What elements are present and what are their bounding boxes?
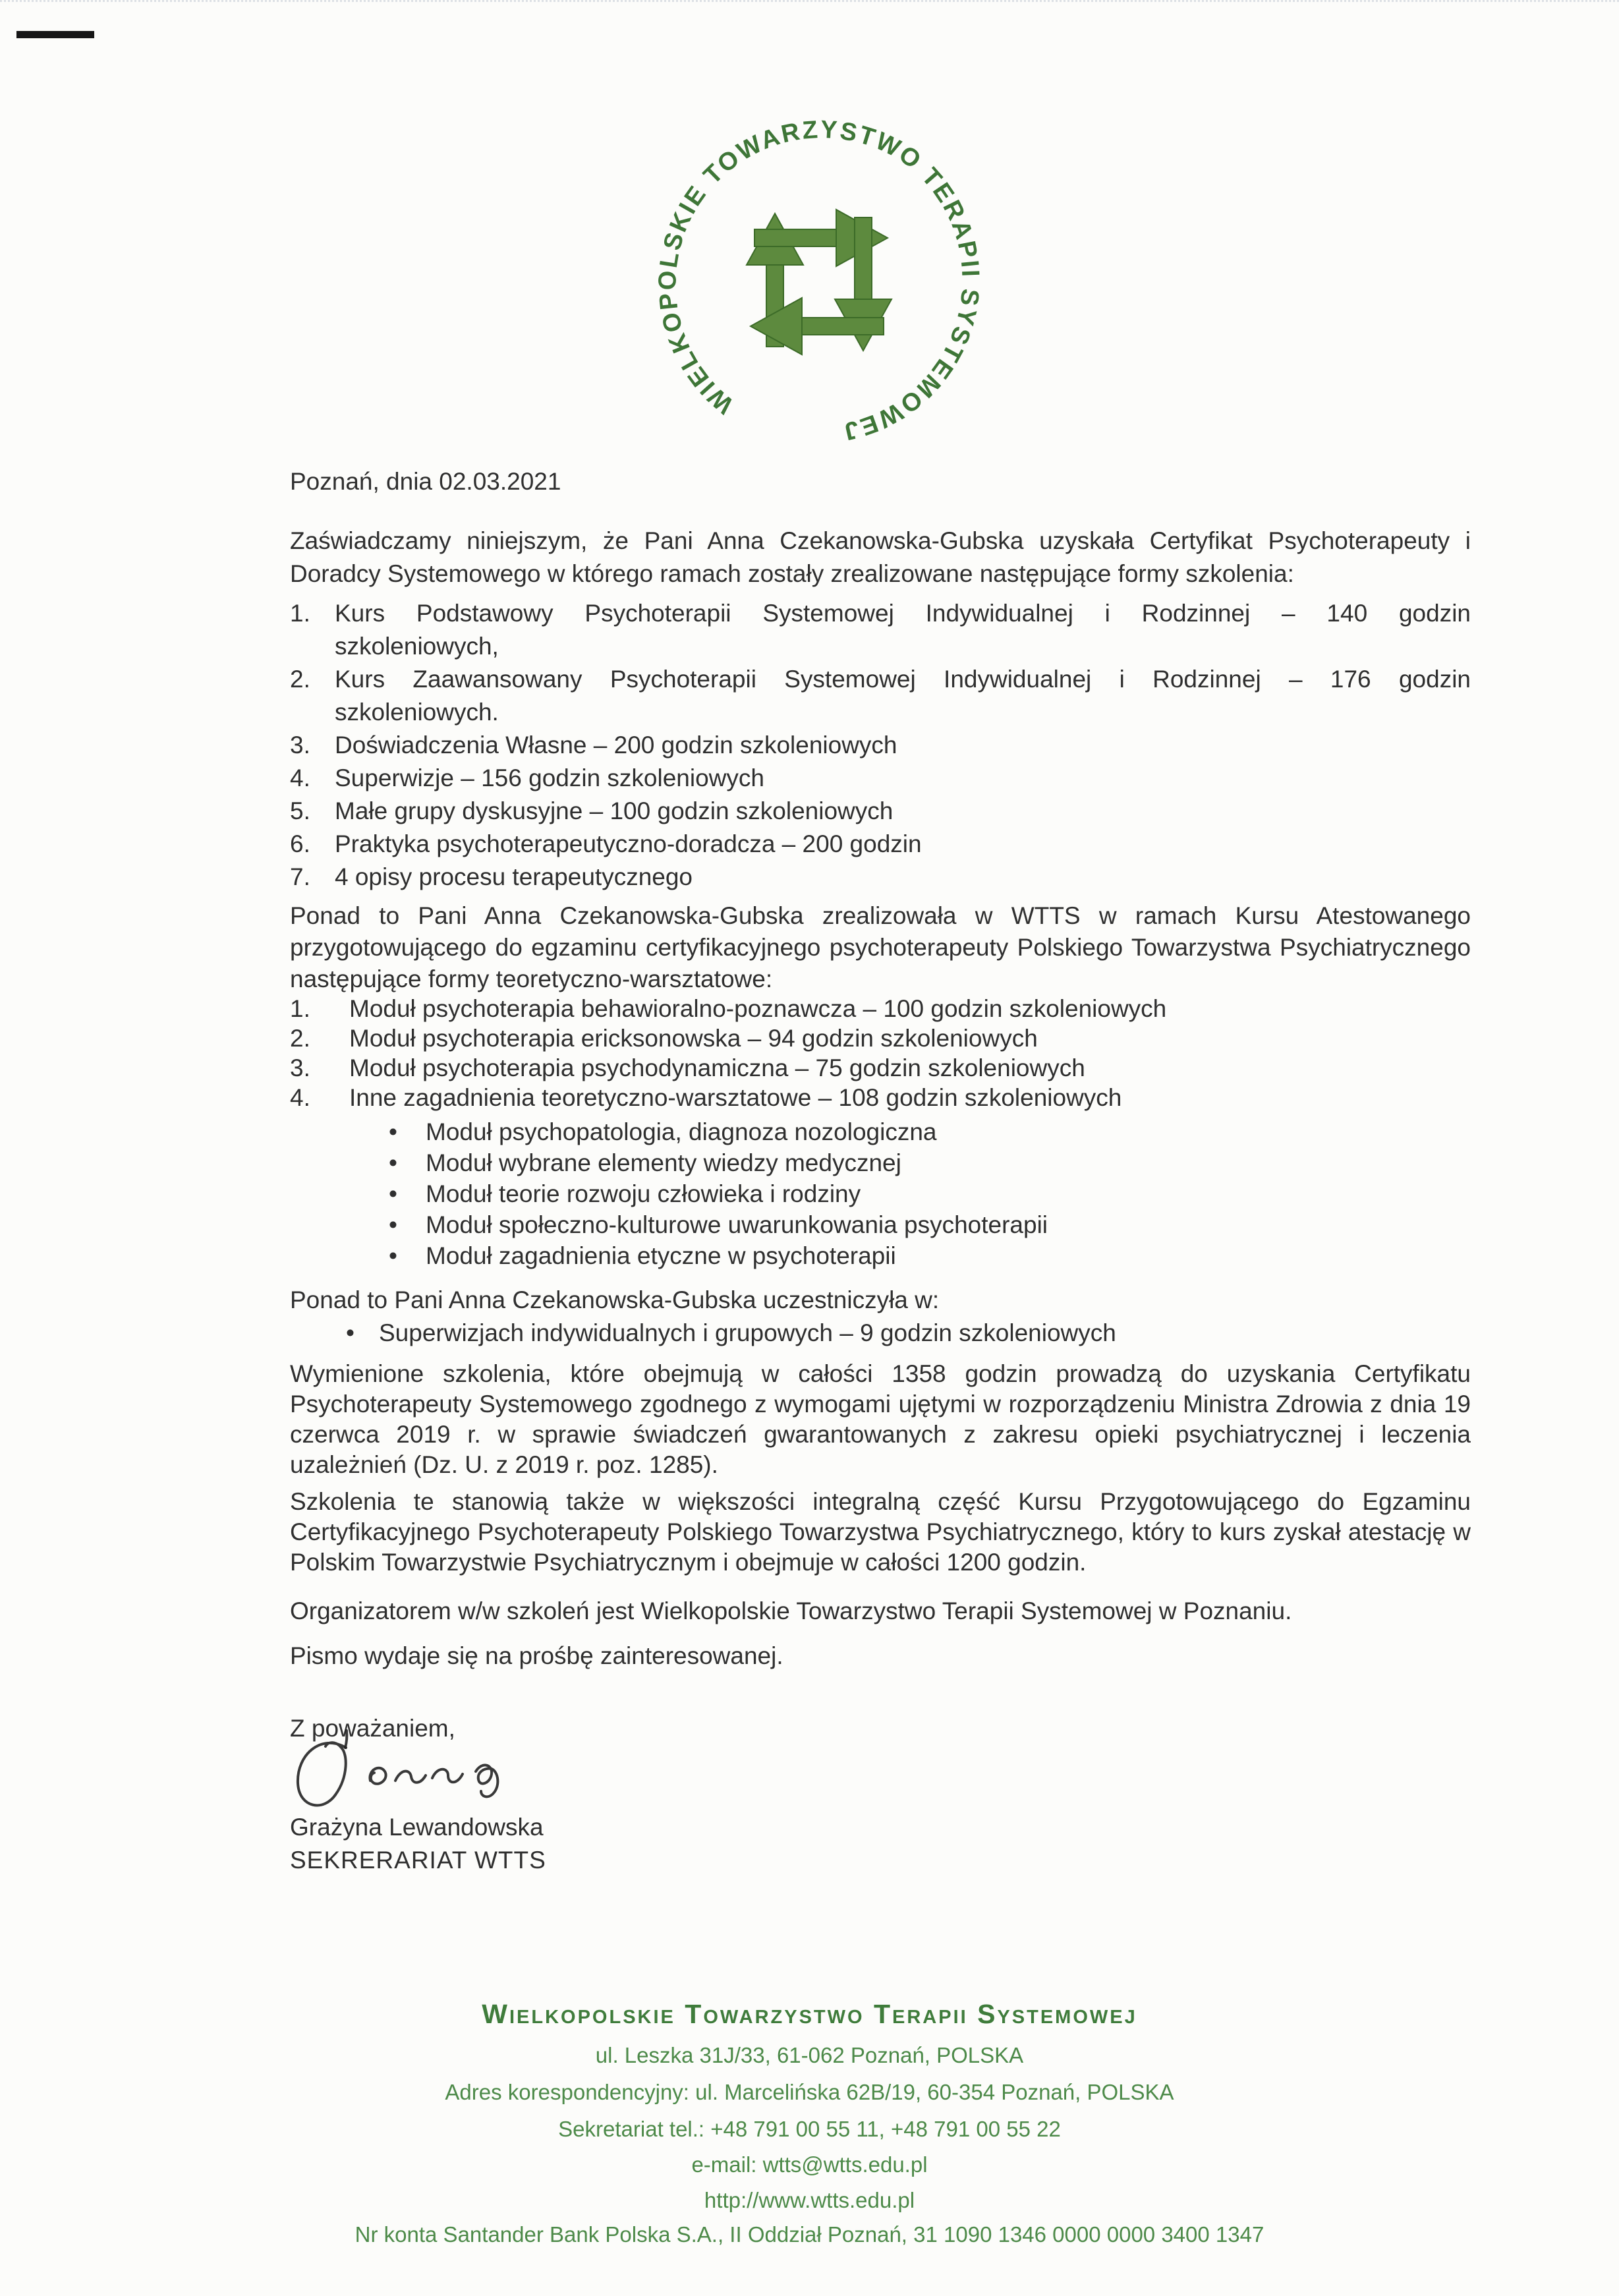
summary-paragraph-1: Wymienione szkolenia, które obejmują w całości 1358 godzin prowadzą do uzyskania Certyfikatu Psychoterapeuty Systemowego zgodnego z wymogami ujętymi w rozporządzeniu Ministra Zdrowia z dnia 19 czerwca 2019 r. w sprawie świadczeń gwarantowanych z zakresu opieki psychiatrycznej i leczenia uzależnień (Dz. U. z 2019 r. poz. 1285).	[290, 1360, 1471, 1478]
participation-list	[290, 1317, 1471, 1350]
course-intro-paragraph: Ponad to Pani Anna Czekanowska-Gubska zrealizowała w WTTS w ramach Kursu Atestowanego przygotowującego do egzaminu certyfikacyjnego psychoterapeuty Polskiego Towarzystwa Psychiatrycznego następujące formy teoretyczno-warsztatowe:	[290, 902, 1471, 992]
summary-paragraph-2: Szkolenia te stanowią także w większości integralną część Kursu Przygotowującego do Egzaminu Certyfikacyjnego Psychoterapeuty Polskiego Towarzystwa Psychiatrycznego, który to kurs zyskał atestację w Polskim Towarzystwie Psychiatrycznym i obejmuje w całości 1200 godzin.	[290, 1488, 1471, 1576]
list-item-number: 4.	[290, 1084, 310, 1111]
list-item	[290, 1083, 1471, 1112]
list-item	[290, 994, 1471, 1023]
participation-intro: Ponad to Pani Anna Czekanowska-Gubska uczestniczyła w:	[290, 1286, 940, 1313]
bullet-text: Moduł psychopatologia, diagnoza nozologiczna	[426, 1118, 937, 1145]
organizer-paragraph: Organizatorem w/w szkoleń jest Wielkopolskie Towarzystwo Terapii Systemowej w Poznaniu.	[290, 1597, 1292, 1624]
bullet-text: Moduł społeczno-kulturowe uwarunkowania psychoterapii	[426, 1211, 1048, 1238]
wtts-logo-svg	[648, 111, 990, 453]
list-item-number: 4.	[290, 764, 310, 791]
list-item-text: Kurs Podstawowy Psychoterapii Systemowej Indywidualnej i Rodzinnej – 140 godzin szkoleniowych,	[335, 600, 1471, 660]
footer-mailing-address: Adres korespondencyjny: ul. Marcelińska 62B/19, 60-354 Poznań, POLSKA	[445, 2080, 1174, 2104]
footer-org-name: Wielkopolskie Towarzystwo Terapii Systemowej	[482, 1999, 1137, 2029]
list-item-text: Moduł psychoterapia ericksonowska – 94 godzin szkoleniowych	[349, 1025, 1038, 1052]
list-item	[290, 597, 1471, 663]
list-item-text: Superwizje – 156 godzin szkoleniowych	[335, 764, 764, 791]
bullet-item	[290, 1116, 1471, 1147]
bullet-icon: •	[389, 1149, 397, 1176]
list-item-number: 3.	[290, 1054, 310, 1081]
bullet-item	[290, 1178, 1471, 1209]
bullet-text: Moduł zagadnienia etyczne w psychoterapii	[426, 1242, 896, 1269]
bullet-item	[290, 1240, 1471, 1271]
list-item-text: 4 opisy procesu terapeutycznego	[335, 863, 693, 890]
bullet-icon: •	[346, 1319, 355, 1346]
footer-email: e-mail: wtts@wtts.edu.pl	[691, 2152, 928, 2177]
wtts-logo	[648, 111, 990, 453]
list-item-number: 1.	[290, 995, 310, 1022]
list-item-number: 2.	[290, 666, 310, 693]
bullet-icon: •	[389, 1118, 397, 1145]
trainings-list	[290, 597, 1471, 894]
list-item	[290, 861, 1471, 894]
footer-phones: Sekretariat tel.: +48 791 00 55 11, +48 791 00 55 22	[558, 2117, 1061, 2141]
list-item-number: 3.	[290, 732, 310, 759]
footer-website: http://www.wtts.edu.pl	[704, 2188, 915, 2212]
logo-circular-text: WIELKOPOLSKIE TOWARZYSTWO TERAPII SYSTEMOWEJ	[654, 115, 984, 446]
bullet-item	[290, 1317, 1471, 1350]
list-item-text: Inne zagadnienia teoretyczno-warsztatowe – 108 godzin szkoleniowych	[349, 1084, 1122, 1111]
list-item	[290, 795, 1471, 828]
bullet-text: Moduł teorie rozwoju człowieka i rodziny	[426, 1180, 861, 1207]
intro-paragraph: Zaświadczamy niniejszym, że Pani Anna Czekanowska-Gubska uzyskała Certyfikat Psychoterapeuty i Doradcy Systemowego w którego ramach zostały zrealizowane następujące formy szkolenia:	[290, 527, 1471, 587]
list-item-number: 7.	[290, 863, 310, 890]
date-line: Poznań, dnia 02.03.2021	[290, 468, 561, 495]
list-item	[290, 762, 1471, 795]
bullet-icon: •	[389, 1242, 397, 1269]
submodules-list	[290, 1116, 1471, 1271]
footer-address: ul. Leszka 31J/33, 61-062 Poznań, POLSKA	[595, 2043, 1024, 2067]
list-item-text: Doświadczenia Własne – 200 godzin szkoleniowych	[335, 732, 897, 759]
list-item-text: Kurs Zaawansowany Psychoterapii Systemowej Indywidualnej i Rodzinnej – 176 godzin szkoleniowych.	[335, 666, 1471, 726]
bullet-item	[290, 1147, 1471, 1178]
list-item	[290, 663, 1471, 729]
list-item-text: Moduł psychoterapia behawioralno-poznawcza – 100 godzin szkoleniowych	[349, 995, 1167, 1022]
issuance-paragraph: Pismo wydaje się na prośbę zainteresowanej.	[290, 1642, 783, 1669]
list-item	[290, 729, 1471, 762]
list-item-text: Moduł psychoterapia psychodynamiczna – 75 godzin szkoleniowych	[349, 1054, 1085, 1081]
list-item	[290, 1023, 1471, 1053]
scan-mark	[16, 31, 94, 38]
list-item-text: Praktyka psychoterapeutyczno-doradcza – 200 godzin	[335, 830, 922, 857]
bullet-icon: •	[389, 1180, 397, 1207]
signer-role: SEKRERARIAT WTTS	[290, 1847, 546, 1874]
list-item-text: Małe grupy dyskusyjne – 100 godzin szkoleniowych	[335, 797, 894, 824]
bullet-text: Superwizjach indywidualnych i grupowych – 9 godzin szkoleniowych	[379, 1319, 1116, 1346]
list-item-number: 2.	[290, 1025, 310, 1052]
modules-list	[290, 994, 1471, 1112]
list-item	[290, 1053, 1471, 1083]
list-item-number: 1.	[290, 600, 310, 627]
list-item-number: 5.	[290, 797, 310, 824]
bullet-text: Moduł wybrane elementy wiedzy medycznej	[426, 1149, 901, 1176]
footer-bank-account: Nr konta Santander Bank Polska S.A., II Oddział Poznań, 31 1090 1346 0000 0000 3400 1347	[355, 2222, 1264, 2247]
signer-name: Grażyna Lewandowska	[290, 1814, 544, 1841]
logo-cycle-arrows-icon	[747, 210, 892, 355]
closing-salutation: Z poważaniem,	[290, 1715, 455, 1742]
list-item	[290, 828, 1471, 861]
bullet-item	[290, 1209, 1471, 1240]
bullet-icon: •	[389, 1211, 397, 1238]
list-item-number: 6.	[290, 830, 310, 857]
